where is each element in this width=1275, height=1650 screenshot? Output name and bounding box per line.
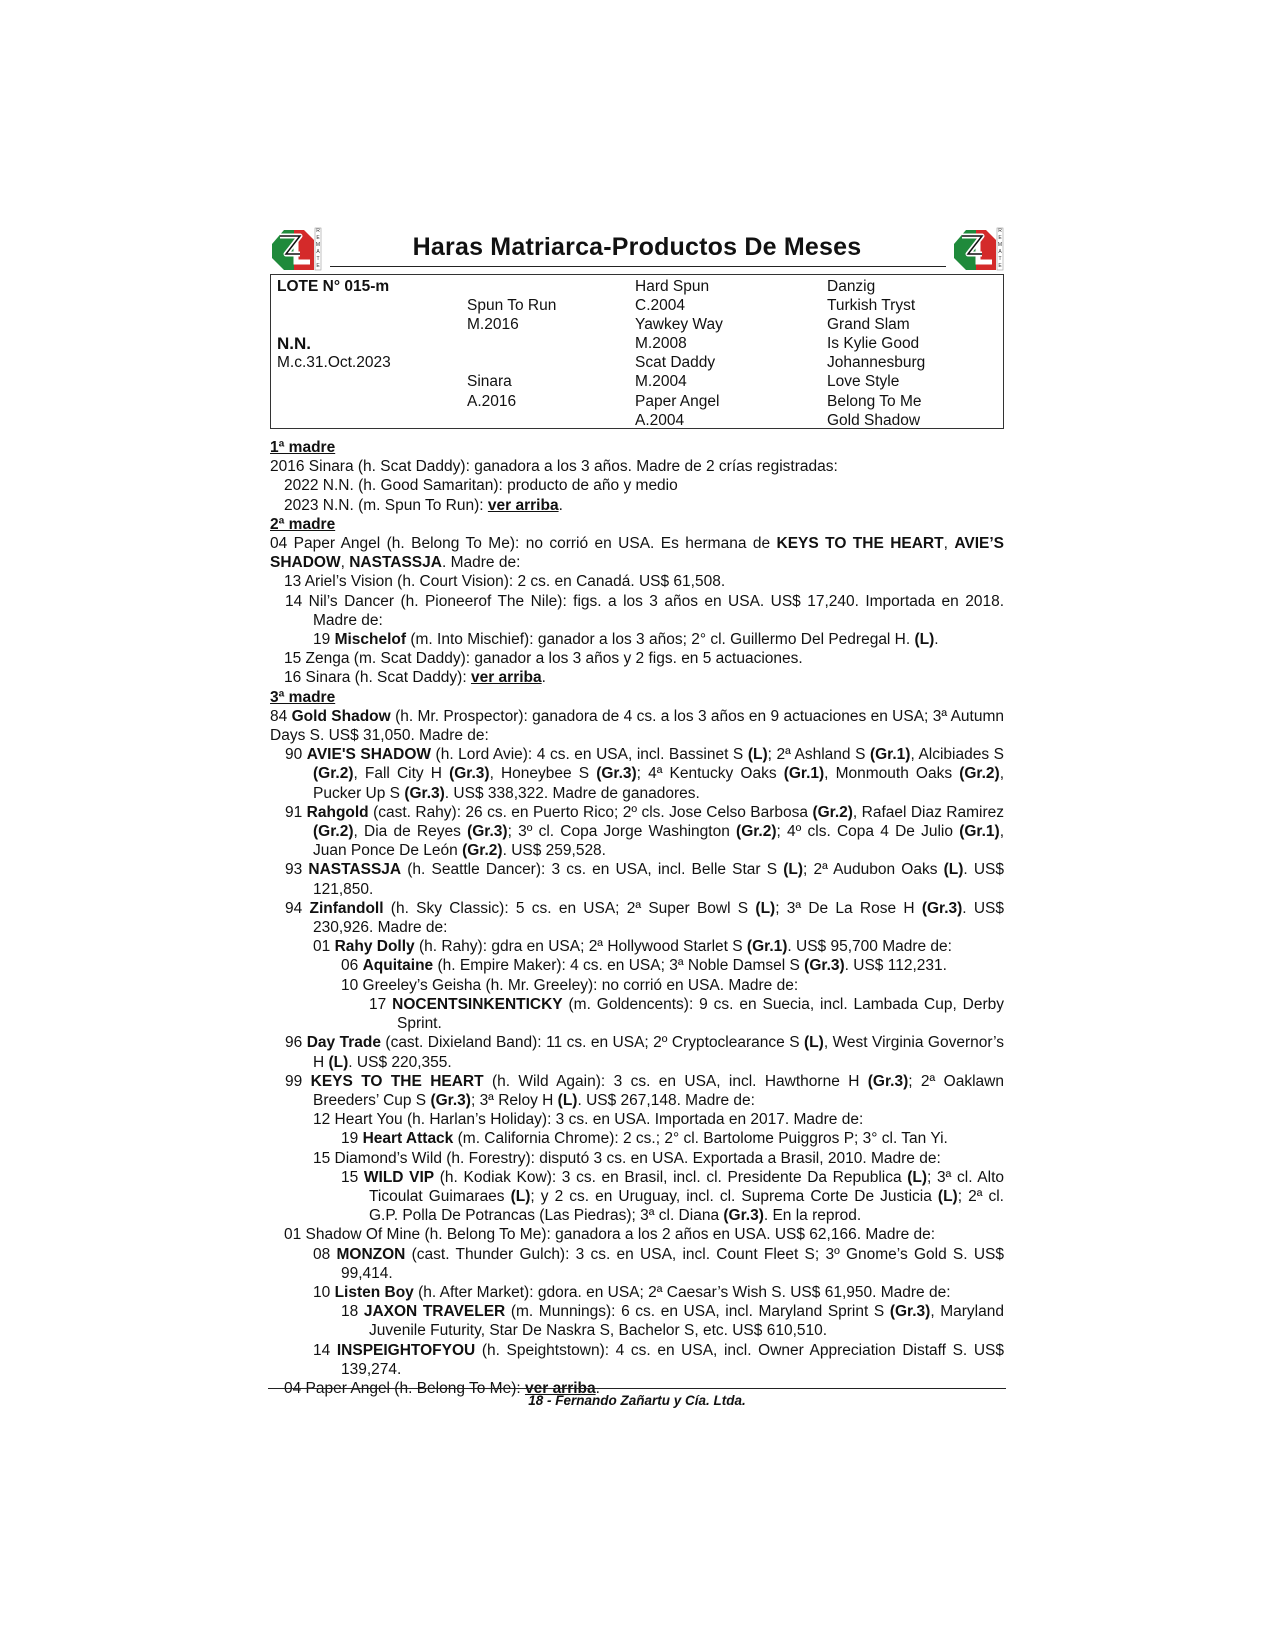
pedigree-table <box>270 274 1004 429</box>
great-grandparent: Johannesburg <box>827 354 926 372</box>
family-line: 18 JAXON TRAVELER (m. Munnings): 6 cs. en USA, incl. Maryland Sprint S (Gr.3), Maryland Juvenile Futurity, Star De Naskra S, Bachelor S, etc. US$ 610,510. <box>341 1303 1004 1340</box>
section-heading: 3ª madre <box>270 688 336 706</box>
great-grandparent: Danzig <box>827 278 876 295</box>
family-line: 01 Rahy Dolly (h. Rahy): gdra en USA; 2ª Hollywood Starlet S (Gr.1). US$ 95,700 Madre de: <box>313 938 952 956</box>
family-line: 13 Ariel’s Vision (h. Court Vision): 2 cs. en Canadá. US$ 61,508. <box>284 573 726 591</box>
great-grandparent: Gold Shadow <box>827 411 921 429</box>
lot-number: LOTE N° 015-m <box>277 278 390 295</box>
family-line: 04 Paper Angel (h. Belong To Me): ver arriba. <box>284 1379 600 1397</box>
family-line: 14 Nil’s Dancer (h. Pioneerof The Nile): figs. a los 3 años en USA. US$ 17,240. Importada en 2018. Madre de: <box>285 592 1004 629</box>
page-footer: 18 - Fernando Zañartu y Cía. Ltda. <box>528 1393 746 1408</box>
great-grandparent: Grand Slam <box>827 316 910 334</box>
family-line: 10 Listen Boy (h. After Market): gdora. en USA; 2ª Caesar’s Wish S. US$ 61,950. Madre de: <box>313 1283 951 1301</box>
ver-arriba-link[interactable]: ver arriba <box>470 669 542 687</box>
svg-text:M: M <box>315 242 321 248</box>
family-notes <box>270 438 1004 1398</box>
sire-name: Spun To Run <box>467 297 557 315</box>
family-line: 96 Day Trade (cast. Dixieland Band): 11 cs. en USA; 2º Cryptoclearance S (L), West Virginia Governor’s H (L). US$ 220,355. <box>285 1034 1005 1071</box>
title-underline <box>330 266 946 267</box>
family-line: 01 Shadow Of Mine (h. Belong To Me): ganadora a los 2 años en USA. US$ 62,166. Madre de: <box>284 1226 936 1244</box>
family-line: 16 Sinara (h. Scat Daddy): ver arriba. <box>284 669 546 687</box>
grandparent-info: A.2004 <box>635 411 685 429</box>
family-line: 15 Diamond’s Wild (h. Forestry): disputó 3 cs. en USA. Exportada a Brasil, 2010. Madre de: <box>313 1149 941 1167</box>
zl-remates-logo-left <box>270 226 322 272</box>
family-line: 06 Aquitaine (h. Empire Maker): 4 cs. en USA; 3ª Noble Damsel S (Gr.3). US$ 112,231. <box>341 957 947 975</box>
svg-text:M: M <box>997 242 1003 248</box>
family-line: 19 Mischelof (m. Into Mischief): ganador a los 3 años; 2° cl. Guillermo Del Pedregal H. (L). <box>313 631 939 649</box>
svg-text:E: E <box>998 235 1002 241</box>
family-line: 99 KEYS TO THE HEART (h. Wild Again): 3 cs. en USA, incl. Hawthorne H (Gr.3); 2ª Oaklawn Breeders’ Cup S (Gr.3); 3ª Reloy H (L). US$ 267,148. Madre de: <box>285 1072 1004 1109</box>
document-page <box>270 226 1004 1398</box>
grandparent-name: Yawkey Way <box>635 316 723 334</box>
family-line: 04 Paper Angel (h. Belong To Me): no corrió en USA. Es hermana de KEYS TO THE HEART, AVIE’S SHADOW, NASTASSJA. Madre de: <box>270 535 1004 572</box>
svg-text:E: E <box>316 235 320 241</box>
grandparent-name: Paper Angel <box>635 392 720 410</box>
family-line: 10 Greeley’s Geisha (h. Mr. Greeley): no corrió en USA. Madre de: <box>341 976 799 994</box>
horse-name: N.N. <box>277 334 311 354</box>
svg-text:R: R <box>316 228 320 234</box>
svg-text:A: A <box>998 249 1002 255</box>
family-line: 15 WILD VIP (h. Kodiak Kow): 3 cs. en Brasil, incl. cl. Presidente Da Republica (L); 3ª cl. Alto Ticoulat Guimaraes (L); y 2 cs. en Uruguay, incl. cl. Suprema Corte De Justicia (L); 2ª cl. G.P. Polla De Potrancas (Las Piedras); 3ª cl. Diana (Gr.3). En la reprod. <box>341 1168 1004 1225</box>
great-grandparent: Is Kylie Good <box>827 335 920 353</box>
ver-arriba-link[interactable]: ver arriba <box>487 496 559 514</box>
sire-info: M.2016 <box>467 316 519 334</box>
svg-text:A: A <box>316 249 320 255</box>
pedigree-grandparents-column <box>635 277 723 430</box>
ver-arriba-link[interactable]: ver arriba <box>524 1379 596 1397</box>
pedigree-parents-column <box>467 277 556 411</box>
family-line: 2023 N.N. (m. Spun To Run): ver arriba. <box>284 496 563 514</box>
grandparent-name: Hard Spun <box>635 278 710 295</box>
pedigree-subject-column <box>277 277 391 372</box>
family-line: 90 AVIE'S SHADOW (h. Lord Avie): 4 cs. en USA, incl. Bassinet S (L); 2ª Ashland S (Gr.1), Alcibiades S (Gr.2), Fall City H (Gr.3), Honeybee S (Gr.3); 4ª Kentucky Oaks (Gr.1), Monmouth Oaks (Gr.2), Pucker Up S (Gr.3). US$ 338,322. Madre de ganadores. <box>285 746 1004 802</box>
family-line: 14 INSPEIGHTOFYOU (h. Speightstown): 4 cs. en USA, incl. Owner Appreciation Distaff S. US$ 139,274. <box>313 1341 1004 1378</box>
family-line: 08 MONZON (cast. Thunder Gulch): 3 cs. en USA, incl. Count Fleet S; 3º Gnome’s Gold S. US$ 99,414. <box>313 1245 1004 1282</box>
horse-birth: M.c.31.Oct.2023 <box>277 354 391 372</box>
page-title: Haras Matriarca-Productos De Meses <box>412 233 862 261</box>
svg-text:E: E <box>316 263 320 269</box>
family-line: 17 NOCENTSINKENTICKY (m. Goldencents): 9 cs. en Suecia, incl. Lambada Cup, Derby Sprint. <box>369 995 1004 1033</box>
great-grandparent: Turkish Tryst <box>827 297 916 315</box>
svg-text:R: R <box>998 228 1002 234</box>
svg-text:T: T <box>998 256 1002 262</box>
grandparent-info: M.2008 <box>635 335 687 353</box>
family-line: 2022 N.N. (h. Good Samaritan): producto de año y medio <box>284 477 678 495</box>
family-line: 91 Rahgold (cast. Rahy): 26 cs. en Puerto Rico; 2º cls. Jose Celso Barbosa (Gr.2), Rafael Diaz Ramirez (Gr.2), Dia de Reyes (Gr.3); 3º cl. Copa Jorge Washington (Gr.2); 4º cls. Copa 4 De Julio (Gr.1), Juan Ponce De León (Gr.2). US$ 259,528. <box>285 803 1004 860</box>
dam-info: A.2016 <box>467 392 517 410</box>
family-line: 94 Zinfandoll (h. Sky Classic): 5 cs. en USA; 2ª Super Bowl S (L); 3ª De La Rose H (Gr.3). US$ 230,926. Madre de: <box>285 899 1005 937</box>
great-grandparent: Love Style <box>827 373 900 391</box>
great-grandparent: Belong To Me <box>827 392 922 410</box>
family-line: 15 Zenga (m. Scat Daddy): ganador a los 3 años y 2 figs. en 5 actuaciones. <box>284 650 803 668</box>
page-header <box>270 226 1004 272</box>
dam-name: Sinara <box>467 373 512 391</box>
family-line: 93 NASTASSJA (h. Seattle Dancer): 3 cs. en USA, incl. Belle Star S (L); 2ª Audubon Oaks (L). US$ 121,850. <box>285 861 1005 898</box>
footer-rule <box>268 1388 1006 1389</box>
family-line: 84 Gold Shadow (h. Mr. Prospector): ganadora de 4 cs. a los 3 años en 9 actuaciones en USA; 3ª Autumn Days S. US$ 31,050. Madre de: <box>270 707 1004 745</box>
section-heading: 1ª madre <box>270 439 336 456</box>
grandparent-name: Scat Daddy <box>635 354 716 372</box>
grandparent-info: C.2004 <box>635 297 685 315</box>
family-line: 12 Heart You (h. Harlan’s Holiday): 3 cs. en USA. Importada en 2017. Madre de: <box>313 1111 864 1129</box>
zl-remates-logo-right <box>952 226 1004 272</box>
family-line: 19 Heart Attack (m. California Chrome): 2 cs.; 2° cl. Bartolome Puiggros P; 3° cl. Tan Yi. <box>341 1130 948 1148</box>
grandparent-info: M.2004 <box>635 373 687 391</box>
svg-text:E: E <box>998 263 1002 269</box>
section-heading: 2ª madre <box>270 515 336 533</box>
pedigree-great-grandparents-column <box>827 277 925 430</box>
family-line: 2016 Sinara (h. Scat Daddy): ganadora a los 3 años. Madre de 2 crías registradas: <box>270 458 838 476</box>
svg-text:T: T <box>316 256 320 262</box>
